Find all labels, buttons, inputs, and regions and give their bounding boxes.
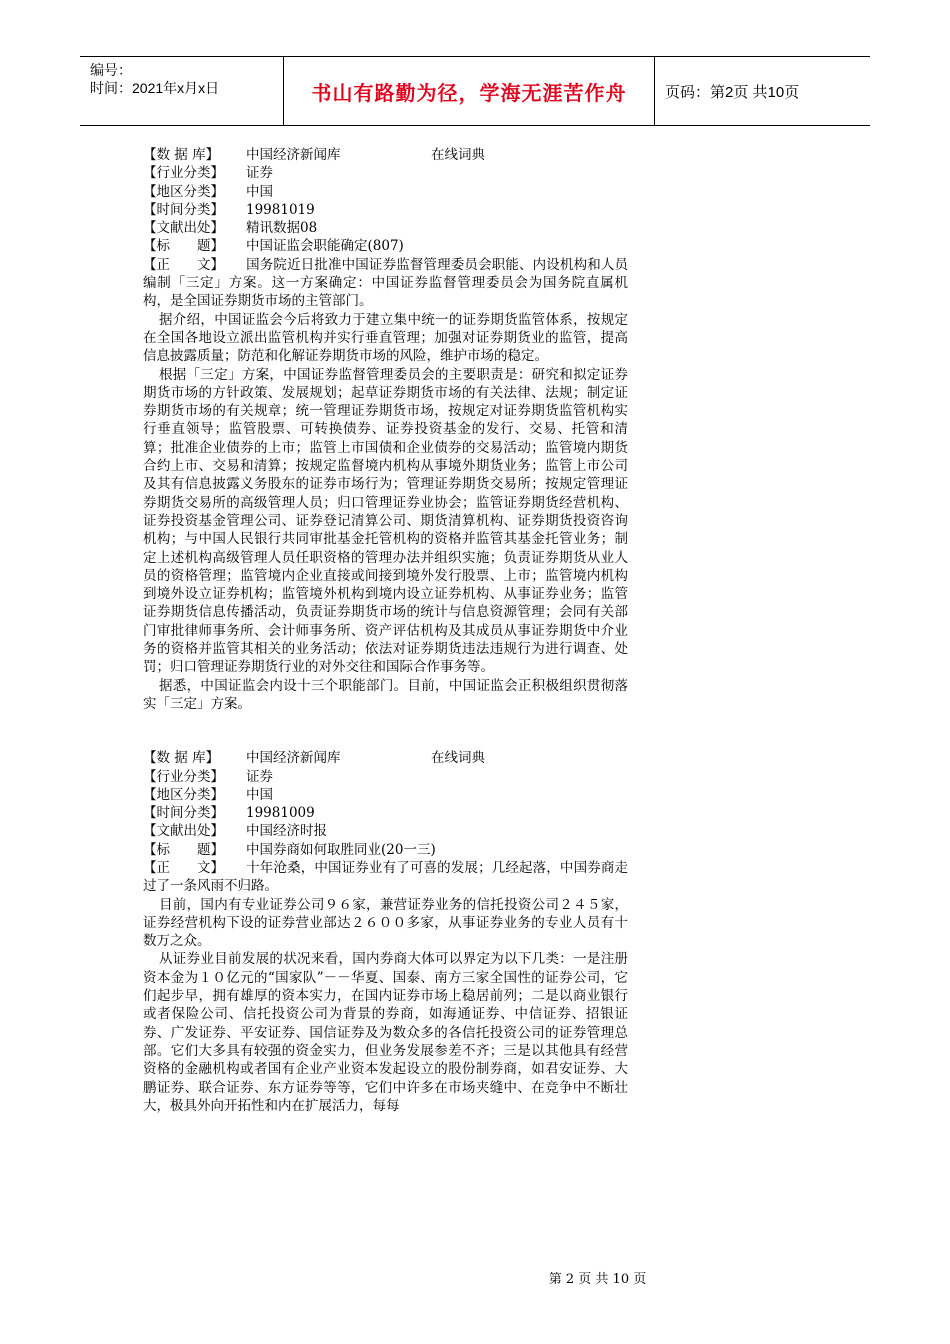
meta-value: 中国经济时报 xyxy=(246,823,327,840)
meta-row-source xyxy=(143,219,628,237)
meta-row-industry xyxy=(143,164,628,182)
document-body xyxy=(143,146,628,1115)
body-label: 【正 文】 xyxy=(143,256,224,273)
page-header xyxy=(80,56,870,126)
meta-row-title xyxy=(143,841,628,859)
meta-row-industry xyxy=(143,768,628,786)
meta-label: 【标 题】 xyxy=(143,841,224,858)
meta-label: 【行业分类】 xyxy=(143,165,224,182)
meta-label: 【时间分类】 xyxy=(143,201,224,218)
body-paragraph: 根据「三定」方案，中国证券监督管理委员会的主要职责是：研究和拟定证券期货市场的方针政策、发展规划；起草证券期货市场的有关法律、法规；制定证券期货市场的有关规章；统一管理证券期货市场，按规定对证券期货监管机构实行垂直领导；监管股票、可转换债券、证券投资基金的发行、交易、托管和清算；批准企业债券的上市；监管上市国债和企业债券的交易活动；监管境内期货合约上市、交易和清算；按规定监督境内机构从事境外期货业务；监管上市公司及其有信息披露义务股东的证券市场行为；管理证券期货交易所；按规定管理证券期货交易所的高级管理人员；归口管理证券业协会；监管证券期货经营机构、证券投资基金管理公司、证券登记清算公司、期货清算机构、证券期货投资咨询机构；与中国人民银行共同审批基金托管机构的资格并监管其基金托管业务；制定上述机构高级管理人员任职资格的管理办法并组织实施；负责证券期货从业人员的资格管理；监管境内企业直接或间接到境外发行股票、上市；监管境内机构到境外设立证券机构；监管境外机构到境内设立证券机构、从事证券业务；监管证券期货信息传播活动，负责证券期货市场的统计与信息资源管理；会同有关部门审批律师事务所、会计师事务所、资产评估机构及其成员从事证券期货中介业务的资格并监管其相关的业务活动；依法对证券期货违法违规行为进行调查、处罚；归口管理证券期货行业的对外交往和国际合作事务等。 xyxy=(143,366,628,676)
header-page-info: 页码：第2页 共10页 xyxy=(665,83,800,101)
meta-row-database xyxy=(143,146,628,164)
header-left-cell xyxy=(80,57,283,125)
meta-label: 【文献出处】 xyxy=(143,220,224,237)
meta-value: 中国经济新闻库 xyxy=(246,147,341,163)
meta-label: 【数 据 库】 xyxy=(143,750,220,767)
meta-label: 【地区分类】 xyxy=(143,183,224,200)
meta-value: 中国 xyxy=(246,183,273,200)
meta-value: 证券 xyxy=(246,165,273,182)
document-number-label: 编号： xyxy=(90,62,132,78)
paragraph-text: 国务院近日批准中国证券监督管理委员会职能、内设机构和人员编制「三定」方案。这一方案确定：中国证券监督管理委员会为国务院直属机构，是全国证券期货市场的主管部门。 xyxy=(143,256,628,310)
meta-label: 【文献出处】 xyxy=(143,823,224,840)
meta-value: 中国证监会职能确定(807) xyxy=(246,238,404,255)
meta-row-date xyxy=(143,804,628,822)
meta-value: 19981019 xyxy=(246,201,315,218)
meta-label: 【数 据 库】 xyxy=(143,147,220,163)
record-1 xyxy=(143,146,628,713)
paragraph-text: 十年沧桑，中国证券业有了可喜的发展；几经起落，中国券商走过了一条风雨不归路。 xyxy=(143,859,628,895)
body-paragraph: 据悉，中国证监会内设十三个职能部门。目前，中国证监会正积极组织贯彻落实「三定」方案。 xyxy=(143,677,628,712)
meta-value: 中国 xyxy=(246,786,273,803)
record-2 xyxy=(143,749,628,1115)
document-time-label: 时间：2021年x月x日 xyxy=(90,80,220,96)
body-paragraph: 据介绍，中国证监会今后将致力于建立集中统一的证券期货监管体系，按规定在全国各地设立派出监管机构并实行垂直管理；加强对证券期货业的监管，提高信息披露质量；防范和化解证券期货市场的风险，维护市场的稳定。 xyxy=(143,311,628,365)
meta-extra: 在线词典 xyxy=(431,750,485,767)
meta-row-region xyxy=(143,786,628,804)
meta-label: 【行业分类】 xyxy=(143,768,224,785)
meta-label: 【时间分类】 xyxy=(143,805,224,822)
header-motto: 书山有路勤为径，学海无涯苦作舟 xyxy=(283,57,655,125)
body-label: 【正 文】 xyxy=(143,859,224,876)
body-paragraph: 从证券业目前发展的状况来看，国内券商大体可以界定为以下几类：一是注册资本金为１０亿元的“国家队”－－华夏、国泰、南方三家全国性的证券公司，它们起步早，拥有雄厚的资本实力，在国内证券市场上稳居前列；二是以商业银行或者保险公司、信托投资公司为背景的券商，如海通证券、中信证券、招银证券、广发证券、平安证券、国信证券及为数众多的各信托投资公司的证券管理总部。它们大多具有较强的资金实力，但业务发展参差不齐；三是以其他具有经营资格的金融机构或者国有企业产业资本发起设立的股份制券商，如君安证券、大鹏证券、联合证券、东方证券等等，它们中许多在市场夹缝中、在竞争中不断壮大，极具外向开拓性和内在扩展活力，每每 xyxy=(143,951,628,1114)
body-paragraph: 目前，国内有专业证券公司９６家，兼营证券业务的信托投资公司２４５家，证券经营机构下设的证券营业部达２６００多家，从事证券业务的专业人员有十数万之众。 xyxy=(143,896,628,950)
body-paragraph xyxy=(143,256,628,311)
meta-row-database xyxy=(143,749,628,767)
meta-label: 【地区分类】 xyxy=(143,786,224,803)
meta-extra: 在线词典 xyxy=(431,147,485,163)
meta-row-title xyxy=(143,237,628,255)
body-paragraph xyxy=(143,859,628,896)
meta-row-source xyxy=(143,822,628,840)
meta-label: 【标 题】 xyxy=(143,238,224,255)
record-separator xyxy=(143,713,628,749)
meta-value: 证券 xyxy=(246,768,273,785)
meta-value: 中国券商如何取胜同业(20一三) xyxy=(246,841,436,858)
meta-row-date xyxy=(143,201,628,219)
meta-value: 19981009 xyxy=(246,805,315,822)
meta-value: 精讯数据08 xyxy=(246,220,318,237)
meta-value: 中国经济新闻库 xyxy=(246,750,341,767)
meta-row-region xyxy=(143,183,628,201)
page-footer: 第 2 页 共 10 页 xyxy=(548,1272,647,1287)
